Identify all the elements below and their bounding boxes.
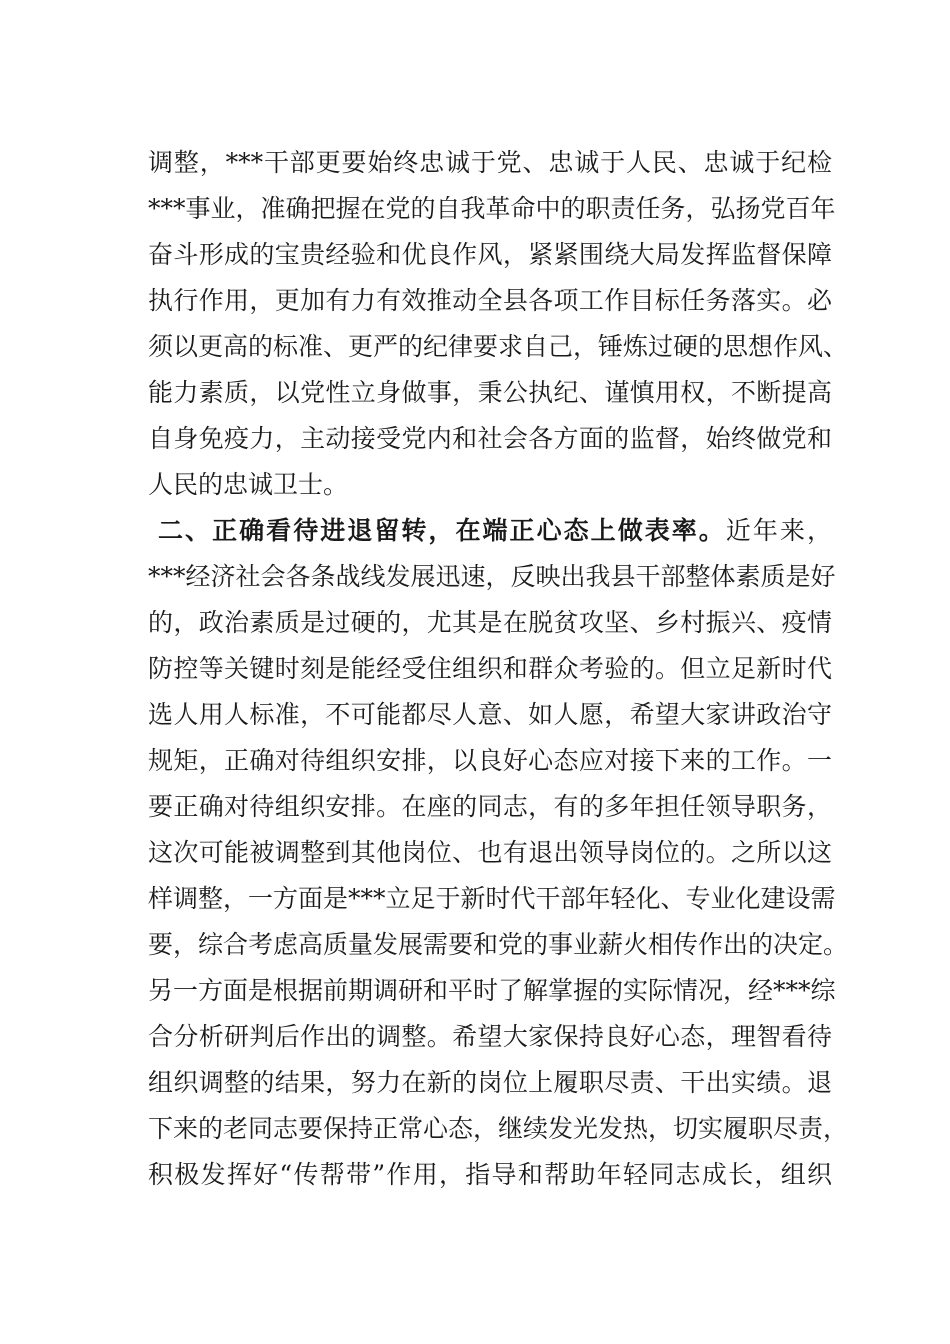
text-line: 人民的忠诚卫士。 <box>148 470 349 499</box>
text-line: 规矩，正确对待组织安排，以良好心态应对接下来的工作。一 <box>148 746 832 775</box>
section-heading: 二、正确看待进退留转，在端正心态上做表率。 <box>158 516 726 545</box>
text-line: 防控等关键时刻是能经受住组织和群众考验的。但立足新时代 <box>148 654 832 683</box>
text-line: 组织调整的结果，努力在新的岗位上履职尽责、干出实绩。退 <box>148 1068 832 1097</box>
text-line: 自身免疫力，主动接受党内和社会各方面的监督，始终做党和 <box>148 424 832 453</box>
text-line: 执行作用，更加有力有效推动全县各项工作目标任务落实。必 <box>148 286 832 315</box>
text-line: 调整，***干部更要始终忠诚于党、忠诚于人民、忠诚于纪检 <box>148 148 832 177</box>
text-line: 样调整，一方面是***立足于新时代干部年轻化、专业化建设需 <box>148 884 836 913</box>
text-line: 要，综合考虑高质量发展需要和党的事业薪火相传作出的决定。 <box>148 930 849 959</box>
text-line: 须以更高的标准、更严的纪律要求自己，锤炼过硬的思想作风、 <box>148 332 849 361</box>
text-line: 能力素质，以党性立身做事，秉公执纪、谨慎用权，不断提高 <box>148 378 832 407</box>
text-line: 合分析研判后作出的调整。希望大家保持良好心态，理智看待 <box>148 1022 832 1051</box>
section-heading-line <box>158 508 832 554</box>
text-line: 奋斗形成的宝贵经验和优良作风，紧紧围绕大局发挥监督保障 <box>148 240 832 269</box>
text-line: 下来的老同志要保持正常心态，继续发光发热，切实履职尽责， <box>148 1114 849 1143</box>
text-line: 另一方面是根据前期调研和平时了解掌握的实际情况，经***综 <box>148 976 836 1005</box>
text-line: 选人用人标准，不可能都尽人意、如人愿，希望大家讲政治守 <box>148 700 832 729</box>
text-line: 积极发挥好“传帮带”作用，指导和帮助年轻同志成长，组织 <box>148 1160 832 1189</box>
text-line: ***事业，准确把握在党的自我革命中的职责任务，弘扬党百年 <box>148 194 836 223</box>
text-line: 要正确对待组织安排。在座的同志，有的多年担任领导职务， <box>148 792 832 821</box>
text-line: ***经济社会各条战线发展迅速，反映出我县干部整体素质是好 <box>148 562 836 591</box>
text-line: 这次可能被调整到其他岗位、也有退出领导岗位的。之所以这 <box>148 838 832 867</box>
heading-continuation: 近年来， <box>725 516 832 545</box>
text-line: 的，政治素质是过硬的，尤其是在脱贫攻坚、乡村振兴、疫情 <box>148 608 832 637</box>
